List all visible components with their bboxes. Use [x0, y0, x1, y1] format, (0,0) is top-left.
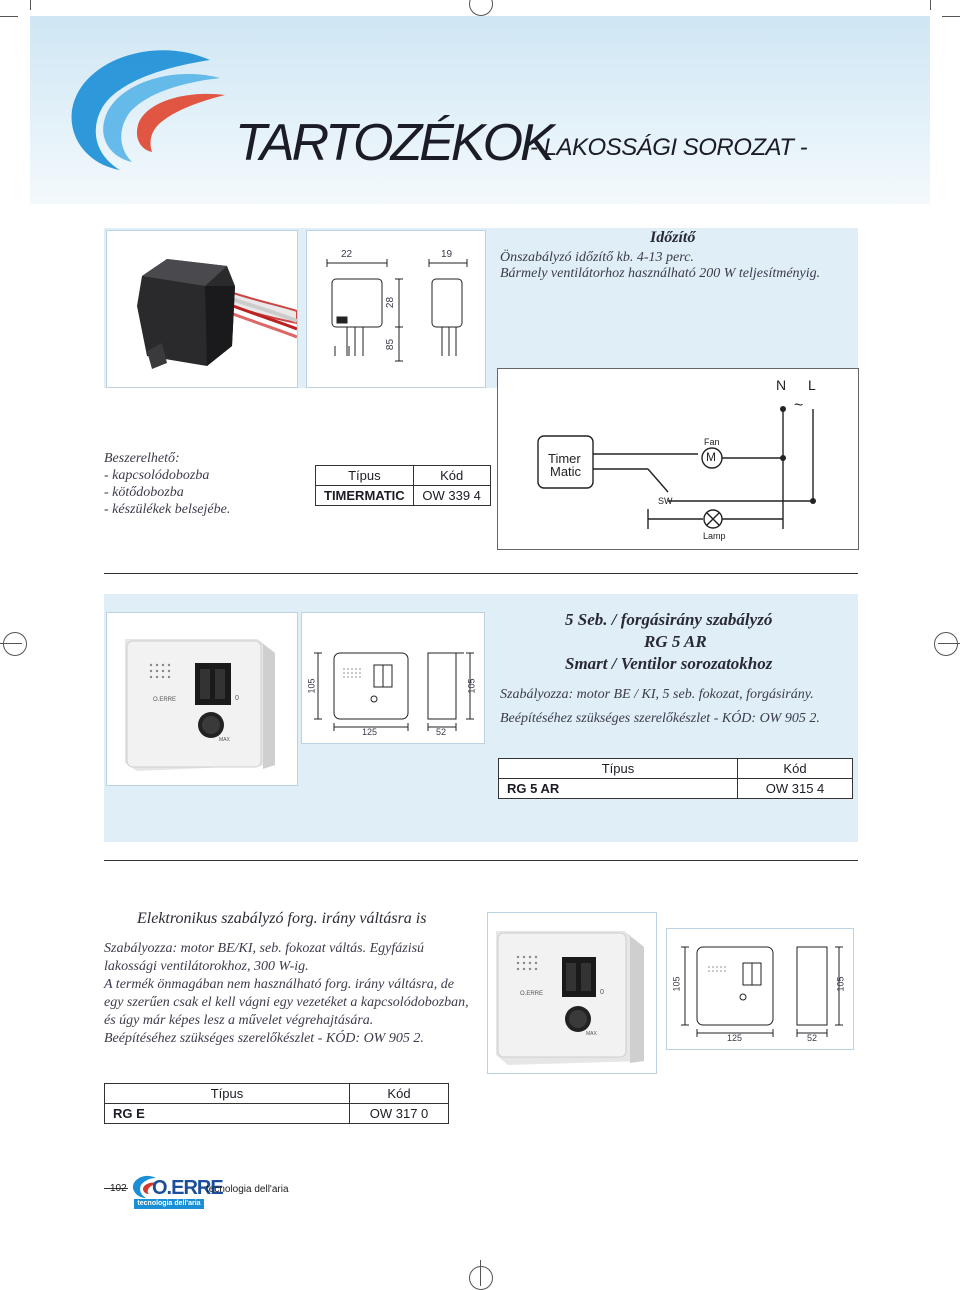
registration-mark: [469, 1266, 493, 1290]
rg5-heading-2: RG 5 AR: [644, 632, 707, 651]
page-title: TARTOZÉKOK: [235, 114, 552, 172]
rg5-heading-3: Smart / Ventilor sorozatokhoz: [565, 654, 773, 673]
wiring-label-sw: SW: [658, 496, 673, 506]
page-subtitle: - LAKOSSÁGI SOROZAT -: [530, 134, 808, 161]
rg5-device-zero-label: 0: [235, 695, 239, 702]
rge-dim-height: 105: [671, 976, 682, 992]
install-item: - kötődobozba: [104, 485, 184, 500]
section-divider: [104, 573, 858, 574]
rge-dim-depth: 52: [807, 1033, 818, 1043]
rg5-spec-table: [498, 758, 853, 799]
wiring-label-fan: Fan: [704, 437, 720, 447]
rg5-code-cell: OW 315 4: [738, 779, 853, 799]
install-item: - kapcsolódobozba: [104, 468, 210, 483]
section-divider: [104, 860, 858, 861]
wiring-label-ac: ~: [794, 397, 804, 414]
rg5-device-image: [107, 613, 297, 785]
rge-desc-line: lakossági ventilátorokhoz, 300 W-ig.: [104, 959, 309, 974]
timer-dim-height-2: 85: [385, 338, 397, 351]
rge-dim-height-side: 105: [835, 976, 846, 992]
rge-device-zero-label: 0: [600, 989, 604, 996]
col-header-code: Kód: [413, 466, 490, 486]
col-header-code: Kód: [738, 759, 853, 779]
crop-mark: [0, 16, 18, 17]
timer-device-image: [107, 231, 297, 387]
rge-device-brand: O.ERRE: [520, 991, 544, 997]
crop-mark: [930, 0, 931, 10]
wiring-label-motor: M: [706, 450, 716, 464]
rge-dimension-drawing: [666, 928, 854, 1050]
wiring-label-matic: Matic: [550, 464, 582, 479]
rg5-desc-line-1: Szabályozza: motor BE / KI, 5 seb. fokozat, forgásirány.: [500, 687, 814, 702]
install-item: - készülékek belsejébe.: [104, 502, 231, 517]
timer-dim-width-1: 22: [341, 249, 353, 260]
rge-dim-width: 125: [727, 1033, 743, 1043]
timer-heading: Időzítő: [650, 229, 696, 246]
rg5-dim-depth: 52: [436, 727, 447, 737]
rge-photo-frame: [487, 912, 657, 1074]
rge-spec-table: [104, 1083, 449, 1124]
rge-desc-line: és úgy már képes lesz a művelet végrehajtására.: [104, 1013, 374, 1028]
rge-type-cell: RG E: [105, 1104, 350, 1124]
wiring-label-lamp: Lamp: [703, 531, 726, 541]
rg5-device-max-label: MAX: [219, 737, 230, 743]
wiring-label-l: L: [808, 377, 816, 393]
rg5-dim-height: 105: [306, 678, 317, 694]
col-header-code: Kód: [350, 1084, 449, 1104]
col-header-type: Típus: [316, 466, 414, 486]
rg5-type-cell: RG 5 AR: [499, 779, 738, 799]
brand-badge: tecnologia dell'aria: [134, 1199, 204, 1209]
timer-spec-table: [315, 465, 491, 506]
timer-dimension-drawing: [306, 230, 486, 388]
rg5-device-brand: O.ERRE: [153, 697, 177, 703]
rg5-heading-1: 5 Seb. / forgásirány szabályzó: [565, 610, 773, 629]
crop-mark: [30, 0, 31, 10]
crop-mark: [942, 16, 960, 17]
timer-photo-frame: [106, 230, 298, 388]
timer-type-cell: TIMERMATIC: [316, 486, 414, 506]
rge-device-max-label: MAX: [586, 1031, 597, 1037]
registration-mark: [3, 632, 27, 656]
timer-desc-line-1: Önszabályzó időzítő kb. 4-13 perc.: [500, 250, 694, 265]
install-title: Beszerelhető:: [104, 451, 180, 466]
rge-heading: Elektronikus szabályzó forg. irány váltásra is: [137, 910, 427, 927]
rg5-desc-line-2: Beépítéséhez szükséges szerelőkészlet - KÓD: OW 905 2.: [500, 711, 820, 726]
rge-desc-line: Beépítéséhez szükséges szerelőkészlet - KÓD: OW 905 2.: [104, 1031, 424, 1046]
col-header-type: Típus: [105, 1084, 350, 1104]
crop-mark: [480, 1260, 481, 1286]
col-header-type: Típus: [499, 759, 738, 779]
rge-device-image: [488, 913, 656, 1073]
timer-dim-width-2: 19: [441, 249, 453, 260]
page-number: 102: [110, 1183, 127, 1194]
timer-dim-height-1: 28: [385, 296, 397, 309]
rge-desc-line: egy szerűen csak el kell vágni egy vezetéket a kapcsolódobozban,: [104, 995, 469, 1010]
rg5-dim-height-side: 105: [466, 678, 477, 694]
brand-tagline: tecnologia dell'aria: [206, 1184, 289, 1195]
rge-desc-line: Szabályozza: motor BE/KI, seb. fokozat váltás. Egyfázisú: [104, 941, 425, 956]
brand-swoosh-graphic: [60, 40, 230, 180]
timer-code-cell: OW 339 4: [413, 486, 490, 506]
rge-code-cell: OW 317 0: [350, 1104, 449, 1124]
registration-mark: [934, 632, 958, 656]
wiring-label-timer: Timer: [548, 451, 581, 466]
brand-name: O.ERRE: [152, 1177, 223, 1199]
wiring-diagram: [497, 368, 859, 550]
registration-mark: [469, 0, 493, 16]
wiring-label-n: N: [776, 377, 787, 393]
rg5-photo-frame: [106, 612, 298, 786]
rge-desc-line: A termék önmagában nem használható forg. irány váltásra, de: [104, 977, 454, 992]
rg5-dimension-drawing: [301, 612, 485, 744]
timer-desc-line-2: Bármely ventilátorhoz használható 200 W teljesítményig.: [500, 266, 821, 281]
rg5-dim-width: 125: [362, 727, 378, 737]
